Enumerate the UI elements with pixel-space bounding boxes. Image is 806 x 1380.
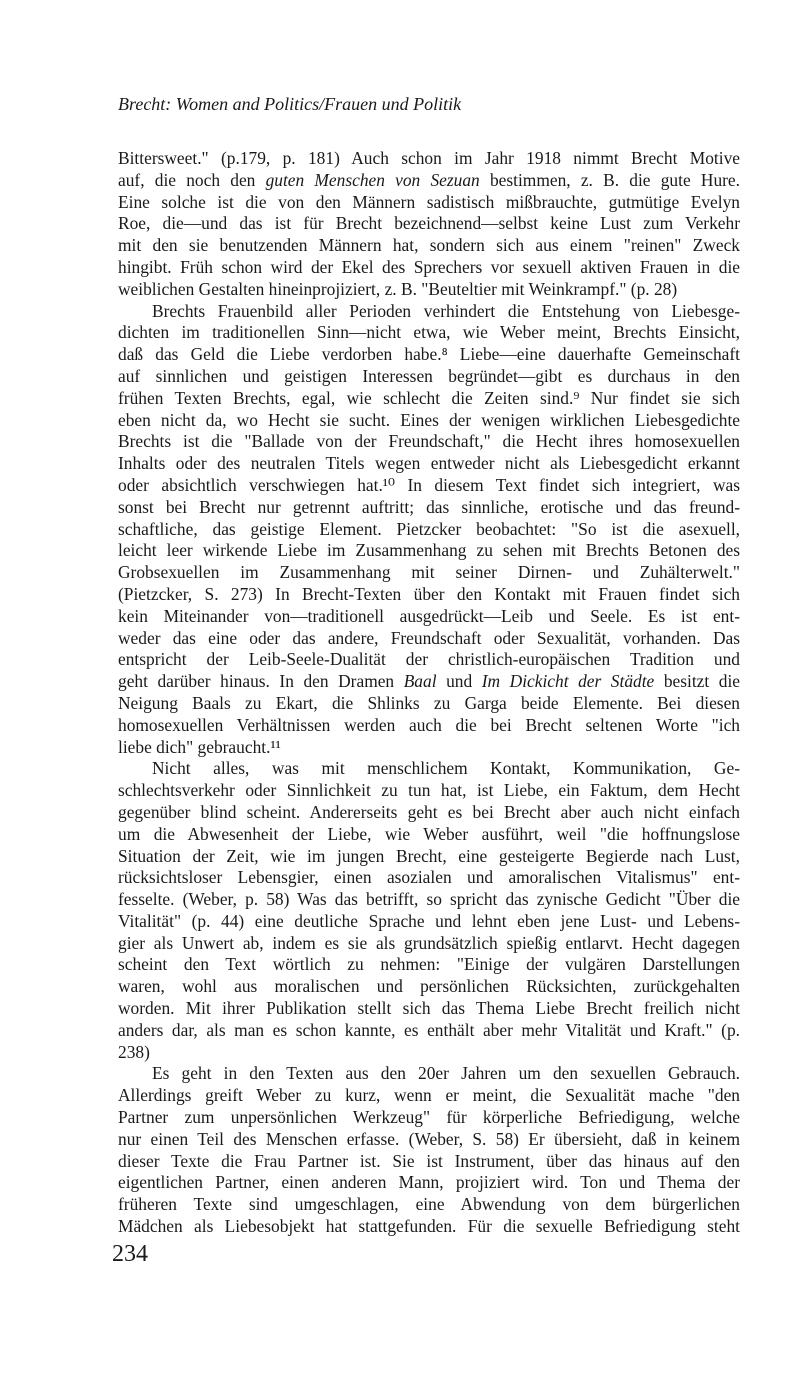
text-line bbox=[118, 301, 740, 323]
text-line bbox=[118, 1063, 740, 1085]
text-run: Vitalität" (p. 44) eine deutliche Sprache und lehnt eben jene Lust- und Lebens- bbox=[118, 910, 740, 931]
italic-title: Im Dickicht der Städte bbox=[481, 671, 655, 692]
text-line bbox=[118, 693, 740, 715]
text-line bbox=[118, 540, 740, 562]
text-run: früheren Texte sind umgeschlagen, eine Abwendung von dem bürgerlichen bbox=[118, 1194, 740, 1215]
text-run: gegenüber blind scheint. Andererseits geht es bei Brecht aber auch nicht einfach bbox=[118, 801, 740, 822]
text-run: kein Miteinander von—traditionell ausgedrückt—Leib und Seele. Es ist ent- bbox=[118, 605, 740, 626]
text-run: 238) bbox=[118, 1041, 150, 1062]
text-line bbox=[118, 344, 740, 366]
text-line bbox=[118, 1129, 740, 1151]
text-line bbox=[118, 737, 740, 759]
text-run: dieser Texte die Frau Partner ist. Sie ist Instrument, über das hinaus auf den bbox=[118, 1150, 740, 1171]
text-line bbox=[118, 562, 740, 584]
text-run: Roe, die—und das ist für Brecht bezeichnend—selbst keine Lust zum Verkehr bbox=[118, 213, 740, 234]
text-line bbox=[118, 148, 740, 170]
text-line bbox=[118, 1216, 740, 1238]
text-run: hingibt. Früh schon wird der Ekel des Sprechers vor sexuell aktiven Frauen in die bbox=[118, 256, 740, 277]
text-line bbox=[118, 933, 740, 955]
text-line bbox=[118, 671, 740, 693]
italic-title: Baal bbox=[403, 671, 437, 692]
text-run: worden. Mit ihrer Publikation stellt sich das Thema Liebe Brecht freilich nicht bbox=[118, 998, 740, 1019]
text-run: eben nicht da, wo Hecht sie sucht. Eines der wenigen wirklichen Liebesgedichte bbox=[118, 409, 740, 430]
text-run: Neigung Baals zu Ekart, die Shlinks zu Garga beide Elemente. Bei diesen bbox=[118, 692, 740, 713]
text-line bbox=[118, 235, 740, 257]
text-line bbox=[118, 279, 740, 301]
text-run: fesselte. (Weber, p. 58) Was das betrifft, so spricht das zynische Gedicht "Über die bbox=[118, 889, 740, 910]
text-run: Inhalts oder des neutralen Titels wegen entweder nicht als Liebesgedicht erkannt bbox=[118, 453, 740, 474]
text-run: waren, wohl aus moralischen und persönlichen Rücksichten, zurückgehalten bbox=[118, 976, 740, 997]
text-line bbox=[118, 715, 740, 737]
text-run: und bbox=[436, 671, 482, 692]
text-run: Brechts ist die "Ballade von der Freundschaft," die Hecht ihres homosexuellen bbox=[118, 431, 740, 452]
text-line bbox=[118, 475, 740, 497]
text-run: Bittersweet." (p.179, p. 181) Auch schon im Jahr 1918 nimmt Brecht Motive bbox=[118, 148, 740, 168]
text-run: auf sinnlichen und geistigen Interessen begründet—gibt es durchaus in den bbox=[118, 365, 740, 386]
text-run: entspricht der Leib-Seele-Dualität der christlich-europäischen Tradition und bbox=[118, 649, 740, 670]
text-line bbox=[118, 954, 740, 976]
text-line bbox=[118, 1172, 740, 1194]
text-run: schlechtsverkehr oder Sinnlichkeit zu tun hat, ist Liebe, ein Faktum, dem Hecht bbox=[118, 780, 740, 801]
text-run: Eine solche ist die von den Männern sadistisch mißbrauchte, gutmütige Evelyn bbox=[118, 191, 740, 212]
text-line bbox=[118, 889, 740, 911]
text-line bbox=[118, 1085, 740, 1107]
text-line bbox=[118, 606, 740, 628]
text-line bbox=[118, 584, 740, 606]
text-line bbox=[118, 758, 740, 780]
text-line bbox=[118, 213, 740, 235]
text-line bbox=[118, 998, 740, 1020]
text-run: weiblichen Gestalten hineinprojiziert, z. B. "Beuteltier mit Weinkrampf." (p. 28) bbox=[118, 278, 678, 299]
text-line bbox=[118, 1107, 740, 1129]
text-line bbox=[118, 1151, 740, 1173]
text-run: daß das Geld die Liebe verdorben habe.⁸ Liebe—eine dauerhafte Gemeinschaft bbox=[118, 344, 740, 365]
text-run: um die Abwesenheit der Liebe, wie Weber ausführt, weil "die hoffnungslose bbox=[118, 823, 740, 844]
text-run: nur einen Teil des Menschen erfasse. (Weber, S. 58) Er übersieht, daß in keinem bbox=[118, 1128, 740, 1149]
text-run: sonst bei Brecht nur getrennt auftritt; das sinnliche, erotische und das freund- bbox=[118, 496, 740, 517]
text-line bbox=[118, 1194, 740, 1216]
text-run: dichten im traditionellen Sinn—nicht etwa, wie Weber meint, Brechts Einsicht, bbox=[118, 322, 740, 343]
text-run: bestimmen, z. B. die gute Hure. bbox=[479, 169, 740, 190]
text-run: geht darüber hinaus. In den Dramen bbox=[118, 671, 404, 692]
text-run: Brechts Frauenbild aller Perioden verhindert die Entstehung von Liebesge- bbox=[152, 300, 740, 321]
text-run: schaftliche, das geistige Element. Pietzcker beobachtet: "So ist die asexuell, bbox=[118, 518, 740, 539]
text-run: oder absichtlich verschwiegen hat.¹⁰ In diesem Text findet sich integriert, was bbox=[118, 474, 740, 495]
text-line bbox=[118, 649, 740, 671]
text-run: Mädchen als Liebesobjekt hat stattgefunden. Für die sexuelle Befriedigung steht bbox=[118, 1216, 740, 1237]
text-line bbox=[118, 431, 740, 453]
text-line bbox=[118, 846, 740, 868]
text-line bbox=[118, 257, 740, 279]
text-run: gier als Unwert ab, indem es sie als grundsätzlich spießig entlarvt. Hecht dagegen bbox=[118, 932, 740, 953]
text-line bbox=[118, 497, 740, 519]
text-line bbox=[118, 1020, 740, 1042]
text-line bbox=[118, 824, 740, 846]
text-run: scheint den Text wörtlich zu nehmen: "Einige der vulgären Darstellungen bbox=[118, 954, 740, 975]
text-line bbox=[118, 170, 740, 192]
body-text bbox=[118, 148, 740, 1238]
text-run: Nicht alles, was mit menschlichem Kontakt, Kommunikation, Ge- bbox=[152, 758, 740, 779]
text-line bbox=[118, 366, 740, 388]
text-line bbox=[118, 388, 740, 410]
text-run: leicht leer wirkende Liebe im Zusammenhang zu sehen mit Brechts Betonen des bbox=[118, 540, 740, 561]
page-number: 234 bbox=[112, 1241, 148, 1267]
text-run: (Pietzcker, S. 273) In Brecht-Texten über den Kontakt mit Frauen findet sich bbox=[118, 583, 740, 604]
text-run: anders dar, als man es schon kannte, es enthält aber mehr Vitalität und Kraft." (p. bbox=[118, 1019, 740, 1040]
text-run: Es geht in den Texten aus den 20er Jahren um den sexuellen Gebrauch. bbox=[152, 1063, 740, 1084]
text-run: besitzt die bbox=[654, 671, 741, 692]
text-line bbox=[118, 911, 740, 933]
text-line bbox=[118, 780, 740, 802]
running-head: Brecht: Women and Politics/Frauen und Politik bbox=[118, 94, 462, 114]
text-run: Allerdings greift Weber zu kurz, wenn er meint, die Sexualität mache "den bbox=[118, 1085, 740, 1106]
text-run: Situation der Zeit, wie im jungen Brecht, eine gesteigerte Begierde nach Lust, bbox=[118, 845, 740, 866]
text-run: Grobsexuellen im Zusammenhang mit seiner Dirnen- und Zuhälterwelt." bbox=[118, 562, 740, 583]
text-line bbox=[118, 453, 740, 475]
text-line bbox=[118, 192, 740, 214]
text-line bbox=[118, 322, 740, 344]
text-run: frühen Texten Brechts, egal, wie schlecht die Zeiten sind.⁹ Nur findet sie sich bbox=[118, 387, 740, 408]
text-line bbox=[118, 628, 740, 650]
text-run: auf, die noch den bbox=[118, 169, 266, 190]
text-line bbox=[118, 976, 740, 998]
text-run: homosexuellen Verhältnissen werden auch die bei Brecht seltenen Worte "ich bbox=[118, 714, 740, 735]
text-line bbox=[118, 410, 740, 432]
text-line bbox=[118, 802, 740, 824]
text-run: mit den sie benutzenden Männern hat, sondern sich aus einem "reinen" Zweck bbox=[118, 235, 740, 256]
text-run: Partner zum unpersönlichen Werkzeug" für körperliche Befriedigung, welche bbox=[118, 1107, 740, 1128]
text-run: liebe dich" gebraucht.¹¹ bbox=[118, 736, 281, 757]
text-line bbox=[118, 519, 740, 541]
text-run: rücksichtsloser Lebensgier, einen asozialen und amoralischen Vitalismus" ent- bbox=[118, 867, 740, 888]
text-line bbox=[118, 867, 740, 889]
text-line bbox=[118, 1042, 740, 1064]
italic-title: guten Menschen von Sezuan bbox=[265, 169, 480, 190]
text-run: weder das eine oder das andere, Freundschaft oder Sexualität, vorhanden. Das bbox=[118, 627, 740, 648]
text-run: eigentlichen Partner, einen anderen Mann, projiziert wird. Ton und Thema der bbox=[118, 1172, 740, 1193]
